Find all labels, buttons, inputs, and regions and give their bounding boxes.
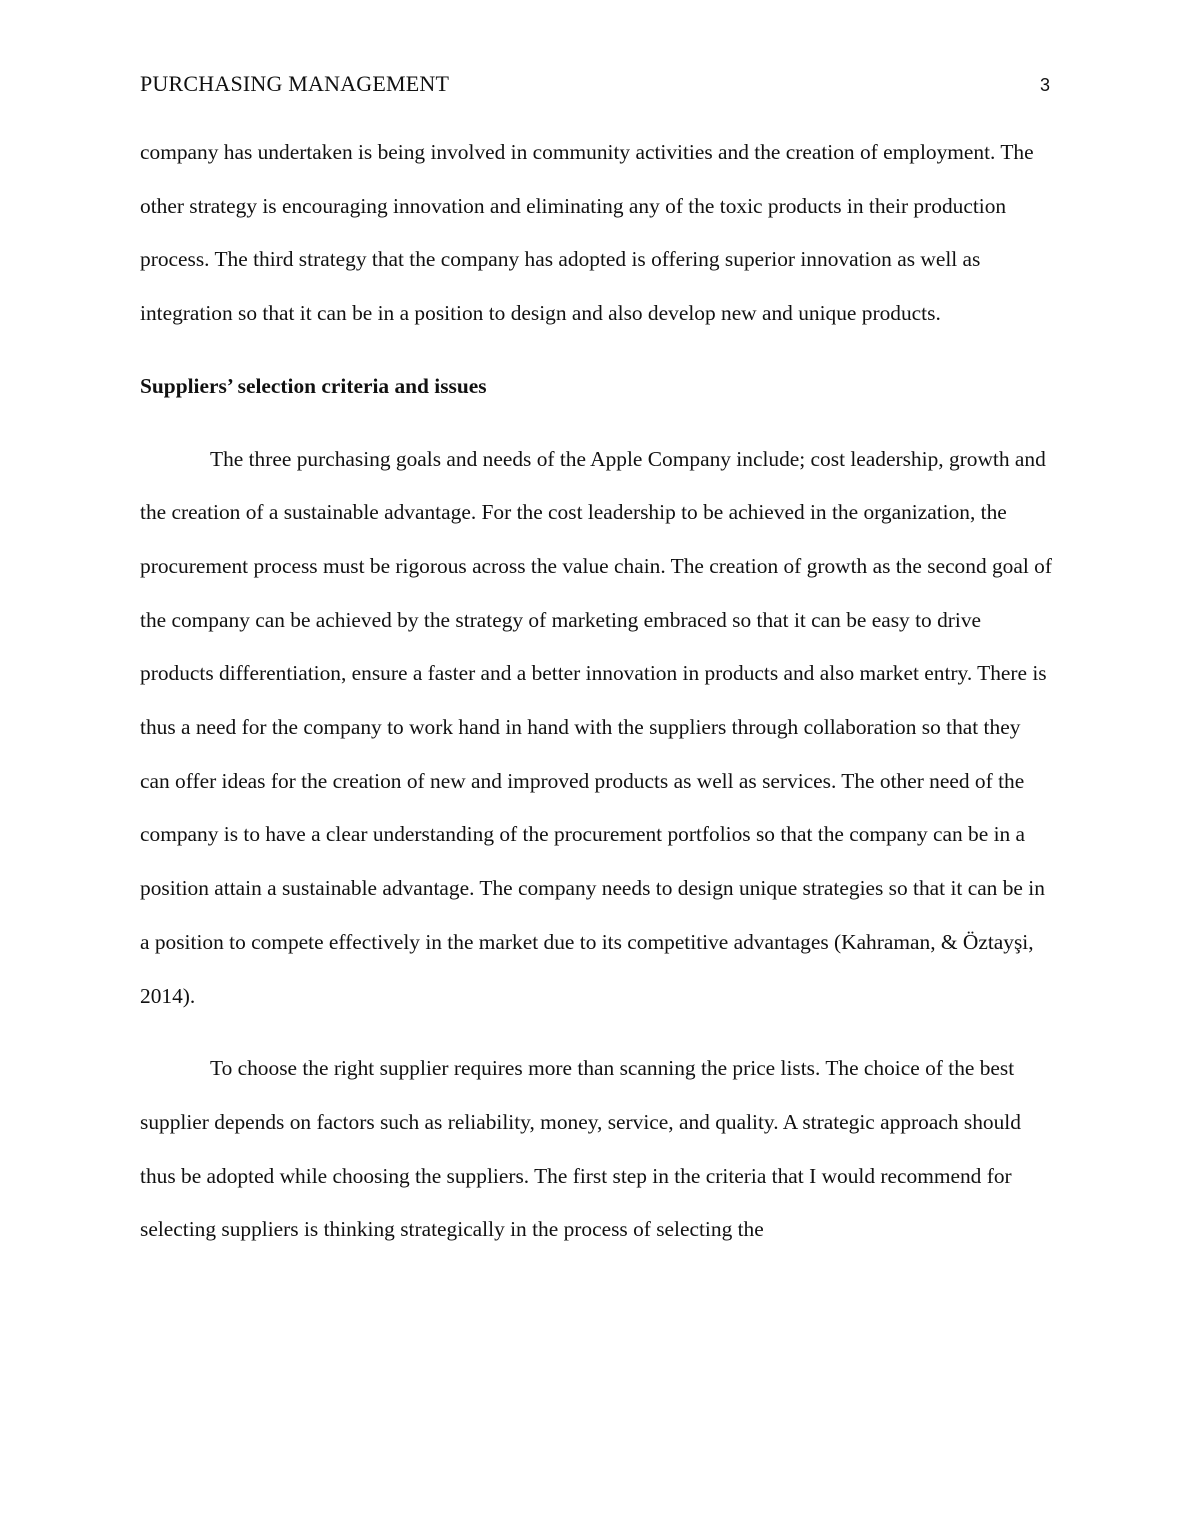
paragraph-purchasing-goals: The three purchasing goals and needs of the Apple Company include; cost leadership, growth and the creation of a sustainable advantage. For the cost leadership to be achieved in the organization, the procurement process must be rigorous across the value chain. The creation of growth as the second goal of the company can be achieved by the strategy of marketing embraced so that it can be easy to drive products differentiation, ensure a faster and a better innovation in products and also market entry. There is thus a need for the company to work hand in hand with the suppliers through collaboration so that they can offer ideas for the creation of new and improved products as well as services. The other need of the company is to have a clear understanding of the procurement portfolios so that the company can be in a position attain a sustainable advantage. The company needs to design unique strategies so that it can be in a position to compete effectively in the market due to its competitive advantages (Kahraman, & Öztayşi, 2014). [140, 446, 1052, 1008]
paragraph-continued: company has undertaken is being involved in community activities and the creation of employment. The other strategy is encouraging innovation and eliminating any of the toxic products in their production process. The third strategy that the company has adopted is offering superior innovation as well as integration so that it can be in a position to design and also develop new and unique products. [140, 140, 1034, 326]
running-head: PURCHASING MANAGEMENT [140, 71, 450, 96]
paragraph-supplier-choice: To choose the right supplier requires more than scanning the price lists. The choice of the best supplier depends on factors such as reliability, money, service, and quality. A strategic approach should thus be adopted while choosing the suppliers. The first step in the criteria that I would recommend for selecting suppliers is thinking strategically in the process of selecting the [140, 1056, 1021, 1242]
page-number: 3 [1039, 75, 1050, 95]
document-body [140, 126, 1052, 1257]
section-heading: Suppliers’ selection criteria and issues [140, 373, 487, 398]
